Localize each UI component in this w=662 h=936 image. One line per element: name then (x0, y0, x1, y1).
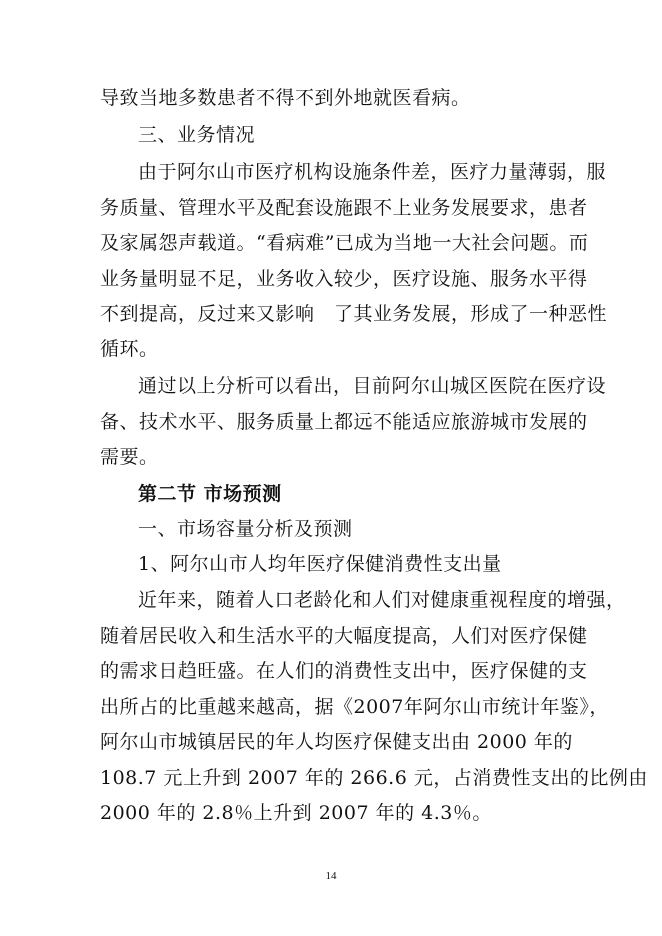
text-line: 2000 年的 2.8％上升到 2007 年的 4.3％。 (100, 802, 492, 824)
chapter-heading: 第二节 市场预测 (138, 483, 282, 505)
item-heading: 1、阿尔山市人均年医疗保健消费性支出量 (138, 553, 502, 575)
text-line: 通过以上分析可以看出，目前阿尔山城区医院在医疗设 (138, 375, 607, 397)
section-heading: 三、业务情况 (138, 124, 256, 146)
text-line: 备、技术水平、服务质量上都远不能适应旅游城市发展的 (100, 411, 588, 433)
text-line: 不到提高，反过来又影响 了其业务发展，形成了一种恶性 (100, 303, 608, 325)
text-line: 由于阿尔山市医疗机构设施条件差，医疗力量薄弱，服 (138, 161, 607, 183)
text-line: 近年来，随着人口老龄化和人们对健康重视程度的增强， (138, 589, 626, 611)
text-line: 导致当地多数患者不得不到外地就医看病。 (100, 87, 471, 109)
page-number: 14 (325, 870, 337, 882)
subsection-heading: 一、市场容量分析及预测 (138, 518, 353, 540)
text-line: 的需求日趋旺盛。在人们的消费性支出中，医疗保健的支 (100, 660, 588, 682)
text-line: 阿尔山市城镇居民的年人均医疗保健支出由 2000 年的 (100, 731, 573, 753)
text-line: 及家属怨声载道。“看病难”已成为当地一大社会问题。而 (100, 232, 589, 254)
text-line: 循环。 (100, 338, 159, 360)
text-line: 108.7 元上升到 2007 年的 266.6 元，占消费性支出的比例由 (100, 767, 648, 789)
text-line: 需要。 (100, 446, 159, 468)
text-line: 务质量、管理水平及配套设施跟不上业务发展要求，患者 (100, 197, 588, 219)
text-line: 业务量明显不足，业务收入较少，医疗设施、服务水平得 (100, 268, 588, 290)
text-line: 随着居民收入和生活水平的大幅度提高，人们对医疗保健 (100, 625, 588, 647)
text-line: 出所占的比重越来越高，据《2007年阿尔山市统计年鉴》， (100, 696, 609, 718)
